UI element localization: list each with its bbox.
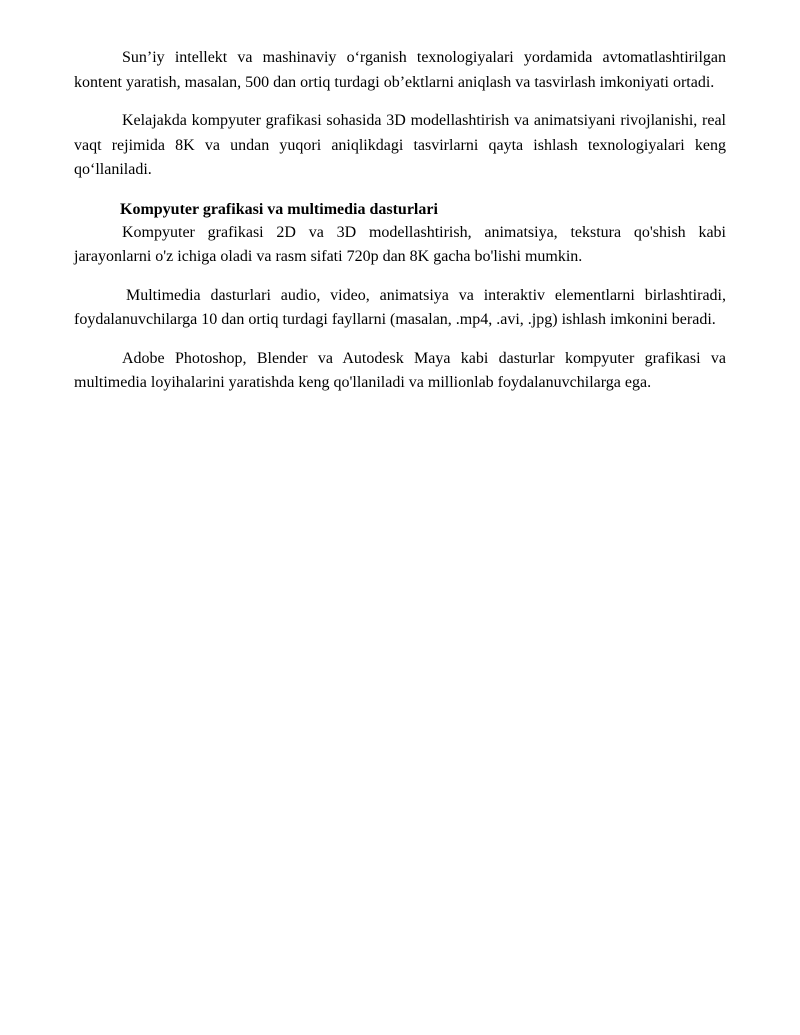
paragraph-multimedia-programs: Multimedia dasturlari audio, video, animatsiya va interaktiv elementlarni birlashtiradi, foydalanuvchilarga 10 dan ortiq turdagi fayllarni (masalan, .mp4, .avi, .jpg) ishlash imkonini beradi. — [74, 286, 726, 328]
paragraph-software-examples: Adobe Photoshop, Blender va Autodesk Maya kabi dasturlar kompyuter grafikasi va multimedia loyihalarini yaratishda keng qo'llaniladi va millionlab foydalanuvchilarga ega. — [74, 349, 726, 391]
paragraph-ai-content: Sun’iy intellekt va mashinaviy o‘rganish texnologiyalari yordamida avtomatlashtirilgan kontent yaratish, masalan, 500 dan ortiq turdagi ob’ektlarni aniqlash va tasvirlash imkoniyati ortadi. — [74, 49, 726, 91]
document-page — [74, 46, 726, 410]
paragraph-future-graphics: Kelajakda kompyuter grafikasi sohasida 3D modellashtirish va animatsiyani rivojlanishi, real vaqt rejimida 8K va undan yuqori aniqlikdagi tasvirlarni qayta ishlash texnologiyalari keng qo‘llaniladi. — [74, 112, 726, 178]
paragraph-graphics-processes: Kompyuter grafikasi 2D va 3D modellashtirish, animatsiya, tekstura qo'shish kabi jarayonlarni o'z ichiga oladi va rasm sifati 720p dan 8K gacha bo'lishi mumkin. — [74, 223, 726, 265]
section-heading: Kompyuter grafikasi va multimedia dasturlari — [120, 200, 438, 218]
